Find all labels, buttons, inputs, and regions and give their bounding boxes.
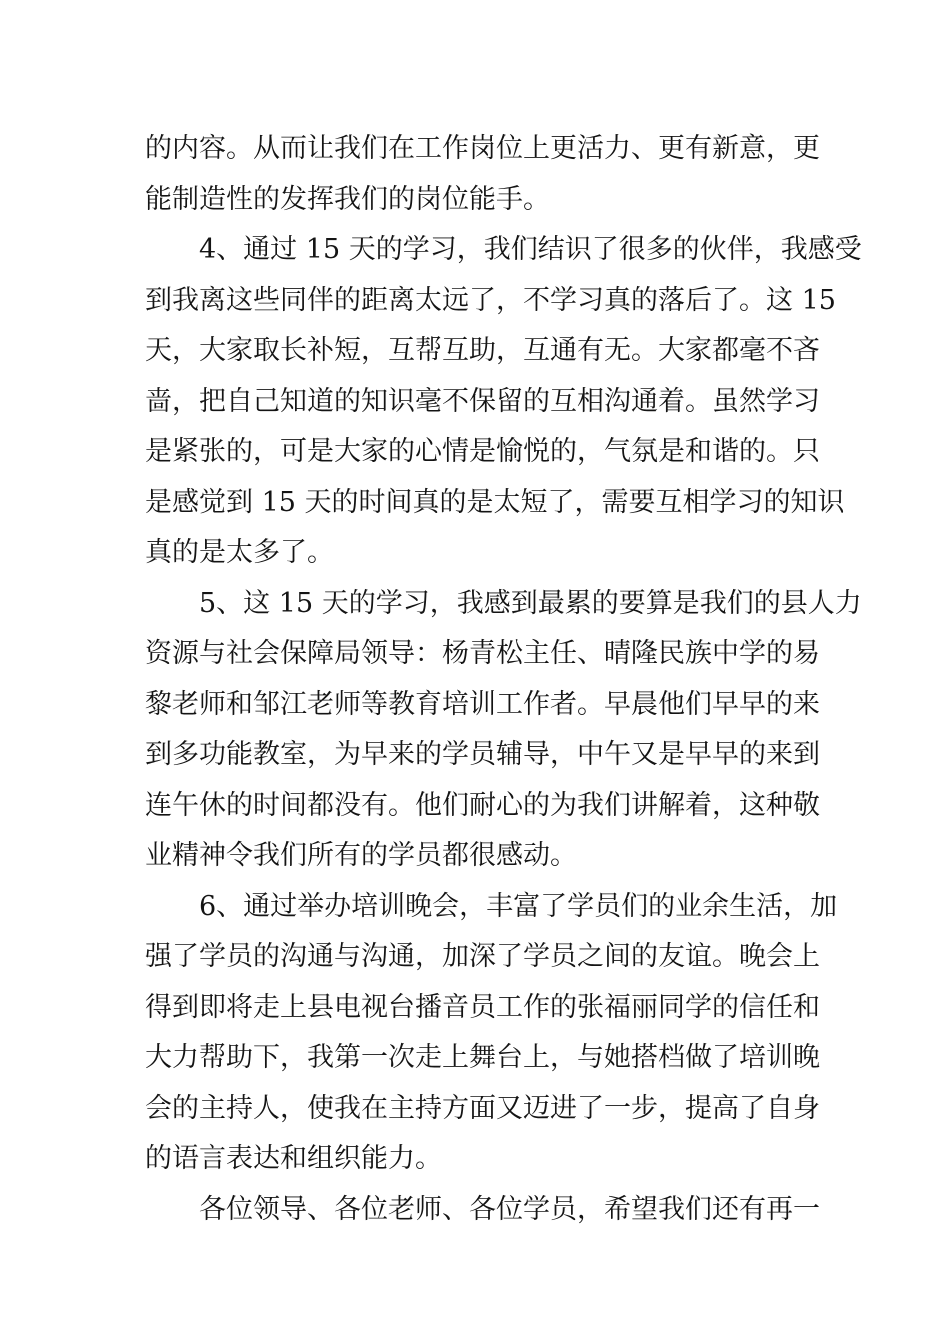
text-line: 的语言表达和组织能力。 [145, 1143, 442, 1174]
paragraph-6-start: 6、通过举办培训晚会，丰富了学员们的业余生活，加 [199, 891, 838, 922]
text-line: 会的主持人，使我在主持方面又迈进了一步，提高了自身 [145, 1093, 820, 1124]
text-line: 连午休的时间都没有。他们耐心的为我们讲解着，这种敬 [145, 790, 820, 821]
text-line: 黎老师和邹江老师等教育培训工作者。早晨他们早早的来 [145, 689, 820, 720]
text-line: 强了学员的沟通与沟通，加深了学员之间的友谊。晚会上 [145, 941, 820, 972]
text-line: 是紧张的，可是大家的心情是愉悦的，气氛是和谐的。只 [145, 436, 820, 467]
text-line: 大力帮助下，我第一次走上舞台上，与她搭档做了培训晚 [145, 1042, 820, 1073]
text-line: 天，大家取长补短，互帮互助，互通有无。大家都毫不吝 [145, 335, 820, 366]
text-line: 业精神令我们所有的学员都很感动。 [145, 840, 577, 871]
paragraph-5-start: 5、这 15 天的学习，我感到最累的要算是我们的县人力 [199, 588, 862, 619]
text-line: 到多功能教室，为早来的学员辅导，中午又是早早的来到 [145, 739, 820, 770]
text-line: 到我离这些同伴的距离太远了，不学习真的落后了。这 15 [145, 285, 836, 316]
text-line: 的内容。从而让我们在工作岗位上更活力、更有新意，更 [145, 133, 820, 164]
text-line: 真的是太多了。 [145, 537, 334, 568]
closing-paragraph-start: 各位领导、各位老师、各位学员，希望我们还有再一 [199, 1194, 820, 1225]
text-line: 得到即将走上县电视台播音员工作的张福丽同学的信任和 [145, 992, 820, 1023]
text-line: 啬，把自己知道的知识毫不保留的互相沟通着。虽然学习 [145, 386, 820, 417]
text-line: 是感觉到 15 天的时间真的是太短了，需要互相学习的知识 [145, 487, 845, 518]
text-line: 能制造性的发挥我们的岗位能手。 [145, 184, 550, 215]
text-line: 资源与社会保障局领导：杨青松主任、晴隆民族中学的易 [145, 638, 820, 669]
paragraph-4-start: 4、通过 15 天的学习，我们结识了很多的伙伴，我感受 [199, 234, 862, 265]
